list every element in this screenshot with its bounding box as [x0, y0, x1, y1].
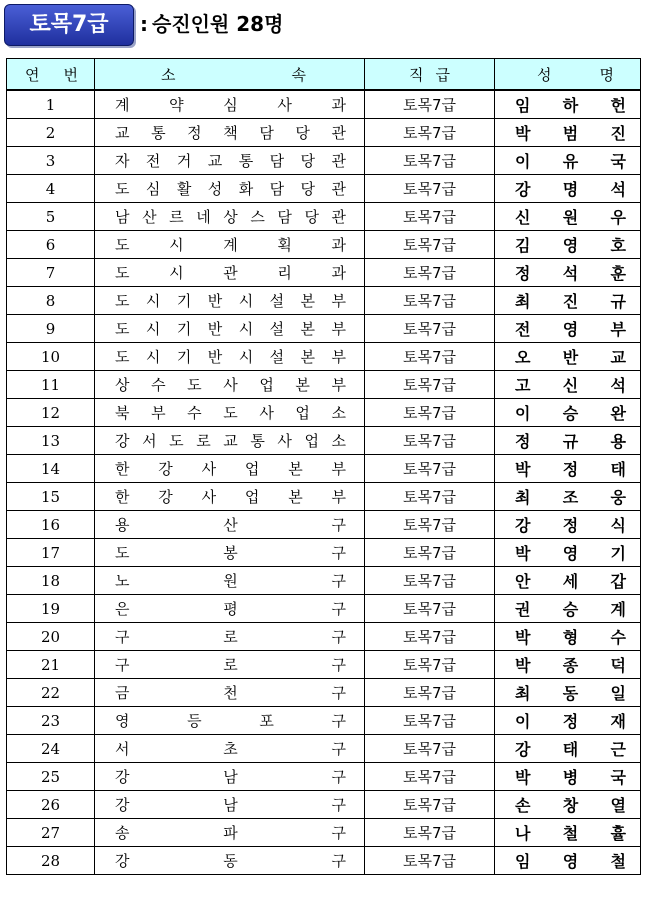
table-row [7, 595, 641, 623]
row-number: 25 [7, 763, 95, 791]
header-label: 직 급 [409, 65, 450, 84]
row-number: 7 [7, 259, 95, 287]
name-text: 안 세 갑 [515, 572, 626, 591]
row-name [495, 763, 641, 791]
row-name [495, 623, 641, 651]
row-name [495, 315, 641, 343]
name-text: 정 규 용 [515, 432, 626, 451]
row-number: 13 [7, 427, 95, 455]
department-text: 강 남 구 [115, 768, 346, 786]
row-name [495, 595, 641, 623]
department-text: 강 남 구 [115, 796, 346, 814]
table-row [7, 651, 641, 679]
row-number: 10 [7, 343, 95, 371]
row-number: 2 [7, 119, 95, 147]
table-row [7, 735, 641, 763]
table-row [7, 231, 641, 259]
row-name [495, 791, 641, 819]
name-text: 최 조 웅 [515, 488, 626, 507]
table-row [7, 427, 641, 455]
row-rank: 토목7급 [365, 567, 495, 595]
row-rank: 토목7급 [365, 791, 495, 819]
row-rank: 토목7급 [365, 595, 495, 623]
row-number: 11 [7, 371, 95, 399]
row-department [95, 203, 365, 231]
name-text: 박 형 수 [515, 628, 626, 647]
header-label: 성 명 [537, 65, 614, 84]
row-name [495, 147, 641, 175]
row-number: 24 [7, 735, 95, 763]
row-number: 15 [7, 483, 95, 511]
department-text: 계 약 심 사 과 [115, 96, 346, 114]
table-row [7, 707, 641, 735]
row-name [495, 679, 641, 707]
row-rank: 토목7급 [365, 287, 495, 315]
name-text: 고 신 석 [515, 376, 626, 395]
table-row [7, 679, 641, 707]
header-num [7, 59, 95, 91]
row-number: 3 [7, 147, 95, 175]
department-text: 금 천 구 [115, 684, 346, 702]
table-row [7, 371, 641, 399]
department-text: 도 봉 구 [115, 544, 346, 562]
department-text: 송 파 구 [115, 824, 346, 842]
row-department [95, 819, 365, 847]
name-text: 이 승 완 [515, 404, 626, 423]
department-text: 도 시 계 획 과 [115, 236, 346, 254]
row-rank: 토목7급 [365, 763, 495, 791]
table-row [7, 511, 641, 539]
name-text: 임 영 철 [515, 852, 626, 871]
row-rank: 토목7급 [365, 707, 495, 735]
table-header-row [7, 59, 641, 91]
table-row [7, 539, 641, 567]
row-number: 1 [7, 90, 95, 119]
table-row [7, 399, 641, 427]
row-department [95, 90, 365, 119]
row-rank: 토목7급 [365, 175, 495, 203]
row-name [495, 399, 641, 427]
department-text: 한 강 사 업 본 부 [115, 488, 346, 506]
row-department [95, 539, 365, 567]
table-row [7, 343, 641, 371]
row-name [495, 259, 641, 287]
table-row [7, 287, 641, 315]
row-rank: 토목7급 [365, 399, 495, 427]
table-row [7, 90, 641, 119]
row-name [495, 90, 641, 119]
row-department [95, 427, 365, 455]
row-department [95, 231, 365, 259]
row-department [95, 455, 365, 483]
row-rank: 토목7급 [365, 119, 495, 147]
row-number: 19 [7, 595, 95, 623]
table-row [7, 119, 641, 147]
department-text: 영 등 포 구 [115, 712, 346, 730]
row-name [495, 539, 641, 567]
row-department [95, 735, 365, 763]
name-text: 박 정 태 [515, 460, 626, 479]
department-text: 도 시 관 리 과 [115, 264, 346, 282]
row-name [495, 455, 641, 483]
row-department [95, 483, 365, 511]
name-text: 최 진 규 [515, 292, 626, 311]
row-number: 8 [7, 287, 95, 315]
row-number: 28 [7, 847, 95, 875]
name-text: 이 유 국 [515, 152, 626, 171]
row-number: 18 [7, 567, 95, 595]
header-label: 소 속 [161, 65, 306, 84]
department-text: 강 서 도 로 교 통 사 업 소 [115, 432, 346, 450]
row-name [495, 175, 641, 203]
row-rank: 토목7급 [365, 735, 495, 763]
name-text: 신 원 우 [515, 208, 626, 227]
table-row [7, 791, 641, 819]
row-department [95, 399, 365, 427]
table-row [7, 483, 641, 511]
row-rank: 토목7급 [365, 259, 495, 287]
row-department [95, 119, 365, 147]
name-text: 전 영 부 [515, 320, 626, 339]
row-department [95, 315, 365, 343]
row-department [95, 623, 365, 651]
row-rank: 토목7급 [365, 203, 495, 231]
header-rank [365, 59, 495, 91]
row-rank: 토목7급 [365, 147, 495, 175]
name-text: 박 범 진 [515, 124, 626, 143]
title-badge: 토목7급 [4, 4, 134, 46]
row-rank: 토목7급 [365, 819, 495, 847]
row-name [495, 119, 641, 147]
row-rank: 토목7급 [365, 539, 495, 567]
subtitle: : 승진인원 28명 [140, 12, 284, 36]
row-number: 14 [7, 455, 95, 483]
row-department [95, 847, 365, 875]
row-department [95, 343, 365, 371]
row-name [495, 371, 641, 399]
row-department [95, 371, 365, 399]
department-text: 북 부 수 도 사 업 소 [115, 404, 346, 422]
row-department [95, 147, 365, 175]
row-department [95, 595, 365, 623]
table-row [7, 147, 641, 175]
table-row [7, 763, 641, 791]
department-text: 구 로 구 [115, 656, 346, 674]
table-row [7, 819, 641, 847]
department-text: 한 강 사 업 본 부 [115, 460, 346, 478]
row-rank: 토목7급 [365, 315, 495, 343]
name-text: 강 정 식 [515, 516, 626, 535]
name-text: 최 동 일 [515, 684, 626, 703]
department-text: 상 수 도 사 업 본 부 [115, 376, 346, 394]
department-text: 은 평 구 [115, 600, 346, 618]
row-department [95, 175, 365, 203]
header-name [495, 59, 641, 91]
row-department [95, 567, 365, 595]
row-rank: 토목7급 [365, 679, 495, 707]
row-number: 26 [7, 791, 95, 819]
department-text: 자 전 거 교 통 담 당 관 [115, 152, 346, 170]
document-header [4, 4, 644, 46]
name-text: 정 석 훈 [515, 264, 626, 283]
row-department [95, 791, 365, 819]
row-number: 23 [7, 707, 95, 735]
promotion-table [6, 58, 641, 875]
row-name [495, 847, 641, 875]
table-row [7, 315, 641, 343]
header-dept [95, 59, 365, 91]
row-number: 9 [7, 315, 95, 343]
row-number: 5 [7, 203, 95, 231]
table-row [7, 623, 641, 651]
row-name [495, 819, 641, 847]
row-number: 17 [7, 539, 95, 567]
row-name [495, 511, 641, 539]
row-number: 12 [7, 399, 95, 427]
name-text: 임 하 헌 [515, 96, 626, 115]
department-text: 도 시 기 반 시 설 본 부 [115, 292, 346, 310]
row-name [495, 343, 641, 371]
header-label: 연 번 [25, 65, 78, 84]
row-department [95, 707, 365, 735]
department-text: 노 원 구 [115, 572, 346, 590]
subtitle-text: 승진인원 28명 [152, 12, 284, 36]
row-rank: 토목7급 [365, 483, 495, 511]
name-text: 박 영 기 [515, 544, 626, 563]
row-rank: 토목7급 [365, 90, 495, 119]
department-text: 교 통 정 책 담 당 관 [115, 124, 346, 142]
department-text: 남 산 르 네 상 스 담 당 관 [115, 208, 346, 226]
row-name [495, 707, 641, 735]
row-name [495, 567, 641, 595]
name-text: 이 정 재 [515, 712, 626, 731]
row-rank: 토목7급 [365, 623, 495, 651]
name-text: 손 창 열 [515, 796, 626, 815]
row-name [495, 427, 641, 455]
row-number: 21 [7, 651, 95, 679]
department-text: 용 산 구 [115, 516, 346, 534]
name-text: 나 철 휼 [515, 824, 626, 843]
department-text: 서 초 구 [115, 740, 346, 758]
table-row [7, 567, 641, 595]
table-row [7, 847, 641, 875]
name-text: 강 명 석 [515, 180, 626, 199]
name-text: 오 반 교 [515, 348, 626, 367]
row-number: 6 [7, 231, 95, 259]
row-name [495, 287, 641, 315]
name-text: 김 영 호 [515, 236, 626, 255]
row-number: 4 [7, 175, 95, 203]
row-rank: 토목7급 [365, 427, 495, 455]
row-name [495, 651, 641, 679]
row-department [95, 511, 365, 539]
row-department [95, 287, 365, 315]
row-number: 27 [7, 819, 95, 847]
row-department [95, 679, 365, 707]
table-row [7, 259, 641, 287]
name-text: 박 병 국 [515, 768, 626, 787]
row-rank: 토목7급 [365, 651, 495, 679]
row-department [95, 651, 365, 679]
department-text: 강 동 구 [115, 852, 346, 870]
table-row [7, 203, 641, 231]
row-rank: 토목7급 [365, 847, 495, 875]
table-row [7, 175, 641, 203]
name-text: 권 승 계 [515, 600, 626, 619]
row-department [95, 763, 365, 791]
row-number: 16 [7, 511, 95, 539]
row-name [495, 203, 641, 231]
department-text: 도 시 기 반 시 설 본 부 [115, 320, 346, 338]
row-name [495, 231, 641, 259]
department-text: 도 심 활 성 화 담 당 관 [115, 180, 346, 198]
table-row [7, 455, 641, 483]
row-rank: 토목7급 [365, 455, 495, 483]
row-name [495, 483, 641, 511]
row-rank: 토목7급 [365, 371, 495, 399]
name-text: 박 종 덕 [515, 656, 626, 675]
name-text: 강 태 근 [515, 740, 626, 759]
row-rank: 토목7급 [365, 511, 495, 539]
department-text: 도 시 기 반 시 설 본 부 [115, 348, 346, 366]
row-number: 20 [7, 623, 95, 651]
row-rank: 토목7급 [365, 343, 495, 371]
row-department [95, 259, 365, 287]
row-name [495, 735, 641, 763]
department-text: 구 로 구 [115, 628, 346, 646]
row-number: 22 [7, 679, 95, 707]
row-rank: 토목7급 [365, 231, 495, 259]
